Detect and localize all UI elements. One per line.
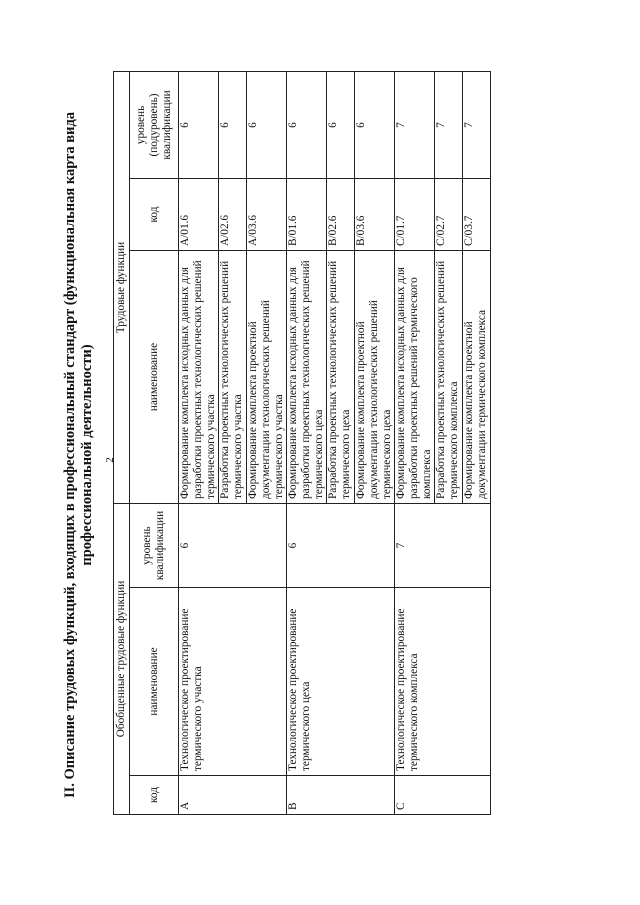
section-heading <box>62 95 96 815</box>
heading-line-2: профессиональной деятельности) <box>79 344 95 566</box>
group-level: 7 <box>395 504 491 588</box>
group-name: Технологическое проектирование термического цеха <box>287 588 395 776</box>
function-level: 7 <box>395 71 435 178</box>
function-code: A/02.6 <box>219 179 247 251</box>
group-name: Технологическое проектирование термического комплекса <box>395 588 491 776</box>
function-code: A/01.6 <box>179 179 219 251</box>
function-code: A/03.6 <box>247 179 287 251</box>
group-level: 6 <box>287 504 395 588</box>
labor-functions-header: Трудовые функции <box>114 71 130 503</box>
col-name-header: наименование <box>130 588 179 776</box>
col-labor-code-header: код <box>130 179 179 251</box>
functions-table <box>113 71 491 815</box>
col-labor-name-header: наименование <box>130 251 179 504</box>
function-name: Разработка проектных технологических решений термического цеха <box>327 251 355 504</box>
table-row <box>395 71 435 814</box>
group-code: B <box>287 776 395 815</box>
function-level: 7 <box>435 71 463 178</box>
table-row <box>287 71 327 814</box>
function-name: Разработка проектных технологических решений термического комплекса <box>435 251 463 504</box>
function-code: B/02.6 <box>327 179 355 251</box>
col-level-header: уровень квалификации <box>130 504 179 588</box>
header-row-1 <box>114 71 130 814</box>
function-level: 7 <box>463 71 491 178</box>
col-labor-level-header: уровень (подуровень) квалификации <box>130 71 179 178</box>
generalized-functions-header: Обобщенные трудовые функции <box>114 504 130 815</box>
function-name: Формирование комплекта проектной документации технологических решений термического цеха <box>355 251 395 504</box>
heading-line-1: II. Описание трудовых функций, входящих в профессиональный стандарт (функциональная карта вида <box>62 111 78 799</box>
group-level: 6 <box>179 504 287 588</box>
function-level: 6 <box>327 71 355 178</box>
function-code: C/03.7 <box>463 179 491 251</box>
function-level: 6 <box>179 71 219 178</box>
function-name: Формирование комплекта исходных данных для разработки проектных технологических решений термического цеха <box>287 251 327 504</box>
group-code: A <box>179 776 287 815</box>
group-code: C <box>395 776 491 815</box>
function-code: C/01.7 <box>395 179 435 251</box>
function-name: Формирование комплекта проектной документации технологических решений термического участка <box>247 251 287 504</box>
col-code-header: код <box>130 776 179 815</box>
function-code: C/02.7 <box>435 179 463 251</box>
group-name: Технологическое проектирование термического участка <box>179 588 287 776</box>
function-level: 6 <box>219 71 247 178</box>
header-row-2 <box>130 71 179 814</box>
function-code: B/03.6 <box>355 179 395 251</box>
table-row <box>179 71 219 814</box>
function-name: Формирование комплекта исходных данных для разработки проектных решений термического комплекса <box>395 251 435 504</box>
page-number: 2 <box>104 457 116 463</box>
function-level: 6 <box>287 71 327 178</box>
function-level: 6 <box>247 71 287 178</box>
function-name: Разработка проектных технологических решений термического участка <box>219 251 247 504</box>
function-name: Формирование комплекта проектной документации термического комплекса <box>463 251 491 504</box>
function-level: 6 <box>355 71 395 178</box>
function-name: Формирование комплекта исходных данных для разработки проектных технологических решений термического участка <box>179 251 219 504</box>
function-code: B/01.6 <box>287 179 327 251</box>
